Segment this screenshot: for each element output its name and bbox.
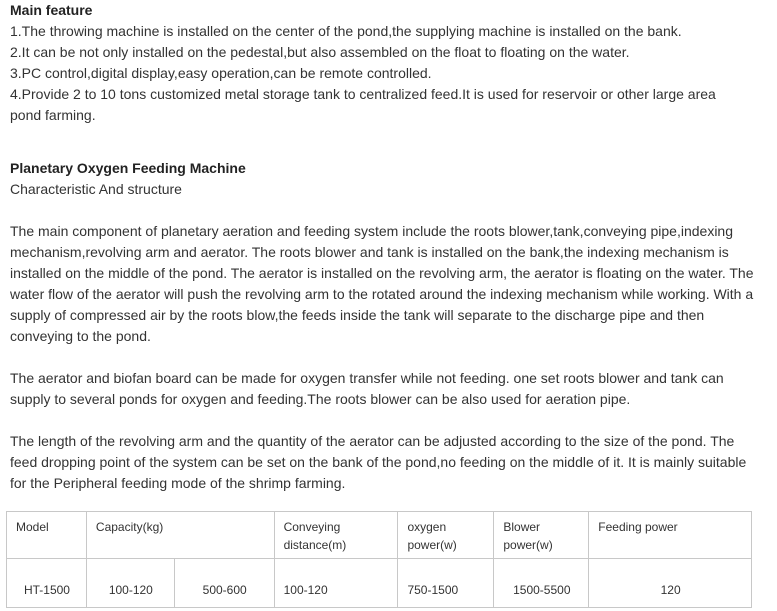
- header-cell-blower-power: Blower power(w): [494, 512, 589, 559]
- cell-capacity-b: 500-600: [174, 559, 274, 608]
- header-cell-oxygen-power: oxygen power(w): [398, 512, 494, 559]
- description-paragraph: The main component of planetary aeration and feeding system include the roots blower,tank,conveying pipe,indexing mechanism,revolving arm and aerator. The roots blower and tank is installed on the bank,the indexing mechanism is installed on the middle of the pond. The aerator is installed on the revolving arm, the aerator is floating on the water. The water flow of the aerator will push the revolving arm to the rotated around the indexing mechanism while working. With a supply of compressed air by the roots blow,the feeds inside the tank will separate to the discharge pipe and then conveying to the pond.: [10, 223, 754, 344]
- header-cell-capacity: Capacity(kg): [86, 512, 274, 559]
- feature-item: 1.The throwing machine is installed on the center of the pond,the supplying machine is installed on the bank.: [10, 23, 682, 39]
- cell-conveying-distance: 100-120: [274, 559, 398, 608]
- planetary-heading: Planetary Oxygen Feeding Machine: [10, 160, 246, 176]
- table-row: [7, 559, 752, 608]
- spec-table: [6, 511, 752, 608]
- page-content: [10, 0, 762, 494]
- planetary-subtitle: Characteristic And structure: [10, 181, 182, 197]
- main-feature-heading: Main feature: [10, 2, 93, 18]
- description-paragraph: The aerator and biofan board can be made for oxygen transfer while not feeding. one set roots blower and tank can supply to several ponds for oxygen and feeding.The roots blower can be also used for aeration pipe.: [10, 370, 724, 407]
- description-paragraph: The length of the revolving arm and the quantity of the aerator can be adjusted according to the size of the pond. The feed dropping point of the system can be set on the bank of the pond,no feeding on the middle of it. It is mainly suitable for the Peripheral feeding mode of the shrimp farming.: [10, 433, 747, 491]
- table-header-row: [7, 512, 752, 559]
- cell-model: HT-1500: [7, 559, 87, 608]
- cell-capacity-a: 100-120: [86, 559, 174, 608]
- header-cell-conveying-distance: Conveying distance(m): [274, 512, 398, 559]
- cell-oxygen-power: 750-1500: [398, 559, 494, 608]
- feature-item: 2.It can be not only installed on the pedestal,but also assembled on the float to floating on the water.: [10, 44, 630, 60]
- feature-item: 4.Provide 2 to 10 tons customized metal storage tank to centralized feed.It is used for reservoir or other large area pond farming.: [10, 86, 716, 123]
- cell-feeding-power: 120: [589, 559, 752, 608]
- header-cell-feeding-power: Feeding power: [589, 512, 752, 559]
- header-cell-model: Model: [7, 512, 87, 559]
- cell-blower-power: 1500-5500: [494, 559, 589, 608]
- feature-item: 3.PC control,digital display,easy operation,can be remote controlled.: [10, 65, 432, 81]
